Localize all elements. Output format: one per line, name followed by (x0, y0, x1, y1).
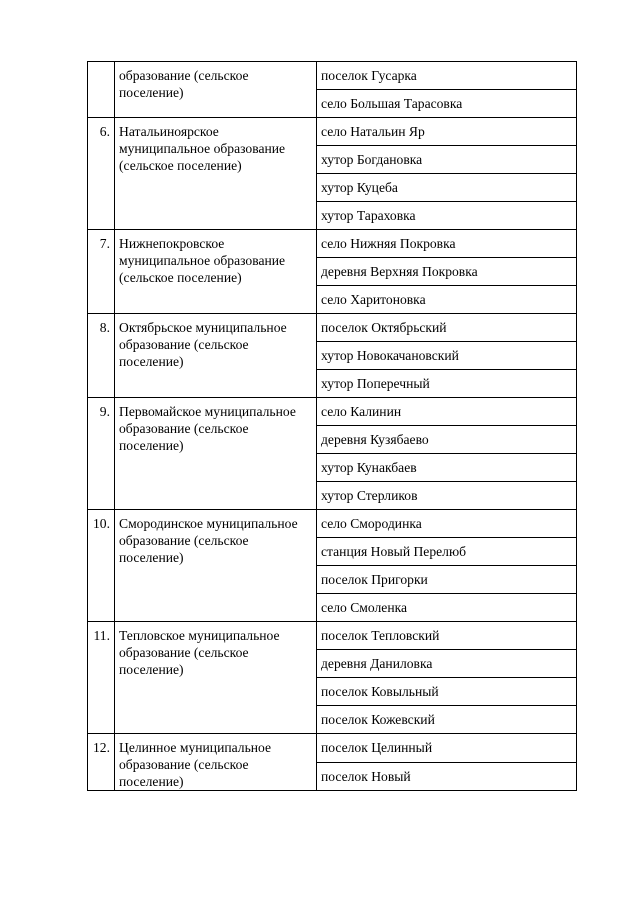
settlement-name: хутор Богдановка (317, 146, 577, 174)
settlement-name: поселок Гусарка (317, 62, 577, 90)
row-number: 10. (88, 510, 115, 622)
settlement-name: село Нижняя Покровка (317, 230, 577, 258)
settlement-name: хутор Поперечный (317, 370, 577, 398)
table-row (88, 734, 577, 763)
settlement-name: хутор Стерликов (317, 482, 577, 510)
row-number (88, 62, 115, 118)
settlement-name: село Смоленка (317, 594, 577, 622)
settlement-name: деревня Верхняя Покровка (317, 258, 577, 286)
settlement-name: поселок Целинный (317, 734, 577, 763)
settlement-name: село Большая Тарасовка (317, 90, 577, 118)
settlement-name: поселок Новый (317, 762, 577, 791)
municipality-name: Натальиноярское муниципальное образование (сельское поселение) (115, 118, 317, 230)
settlement-name: поселок Пригорки (317, 566, 577, 594)
settlements-table (87, 61, 577, 791)
municipality-name: Нижнепокровское муниципальное образование (сельское поселение) (115, 230, 317, 314)
table-row (88, 62, 577, 90)
row-number: 6. (88, 118, 115, 230)
table-row (88, 622, 577, 650)
row-number: 7. (88, 230, 115, 314)
settlement-name: хутор Тараховка (317, 202, 577, 230)
municipality-name: Смородинское муниципальное образование (сельское поселение) (115, 510, 317, 622)
settlement-name: поселок Ковыльный (317, 678, 577, 706)
municipality-name: Первомайское муниципальное образование (сельское поселение) (115, 398, 317, 510)
settlement-name: село Харитоновка (317, 286, 577, 314)
settlement-name: хутор Кунакбаев (317, 454, 577, 482)
municipality-name: Тепловское муниципальное образование (сельское поселение) (115, 622, 317, 734)
table-row (88, 230, 577, 258)
settlement-name: село Натальин Яр (317, 118, 577, 146)
settlement-name: село Смородинка (317, 510, 577, 538)
settlement-name: поселок Кожевский (317, 706, 577, 734)
settlement-name: станция Новый Перелюб (317, 538, 577, 566)
settlement-name: поселок Октябрьский (317, 314, 577, 342)
settlements-table-body (88, 62, 577, 791)
municipality-name: образование (сельское поселение) (115, 62, 317, 118)
settlement-name: деревня Даниловка (317, 650, 577, 678)
settlement-name: село Калинин (317, 398, 577, 426)
settlement-name: поселок Тепловский (317, 622, 577, 650)
table-row (88, 314, 577, 342)
settlement-name: хутор Куцеба (317, 174, 577, 202)
municipality-name: Октябрьское муниципальное образование (сельское поселение) (115, 314, 317, 398)
table-row (88, 510, 577, 538)
municipality-name: Целинное муниципальное образование (сельское поселение) (115, 734, 317, 791)
row-number: 11. (88, 622, 115, 734)
table-row (88, 118, 577, 146)
row-number: 8. (88, 314, 115, 398)
settlement-name: хутор Новокачановский (317, 342, 577, 370)
table-row (88, 398, 577, 426)
settlement-name: деревня Кузябаево (317, 426, 577, 454)
row-number: 9. (88, 398, 115, 510)
row-number: 12. (88, 734, 115, 791)
